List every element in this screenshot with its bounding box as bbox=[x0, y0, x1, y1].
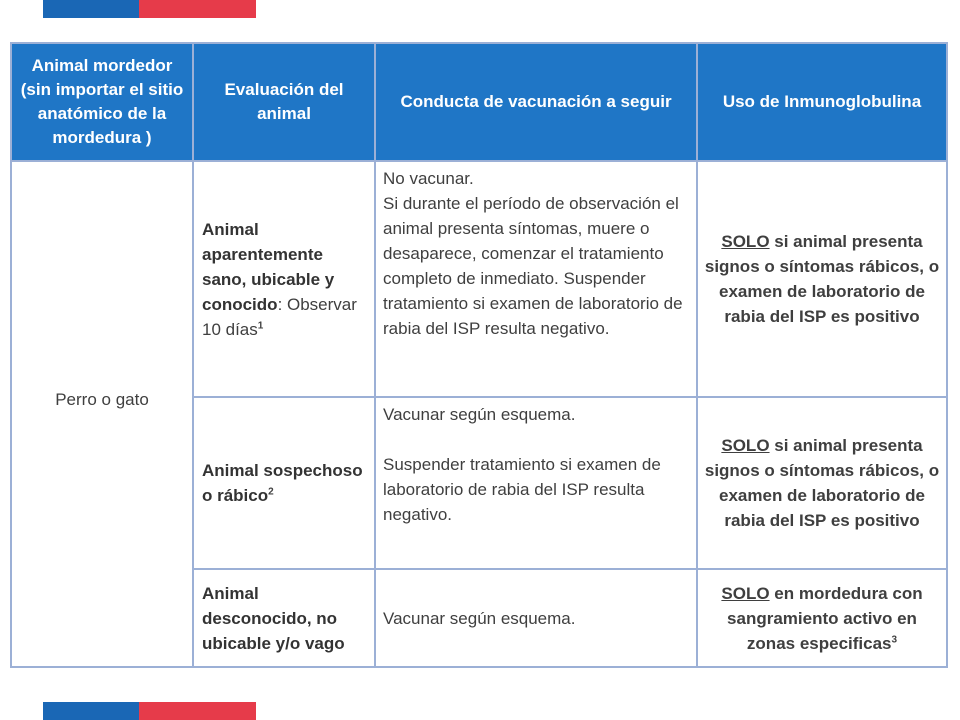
brand-bar-blue bbox=[43, 702, 139, 720]
brand-bar-top bbox=[43, 0, 256, 18]
brand-bar-red bbox=[139, 0, 256, 18]
conduct-line: Vacunar según esquema. bbox=[383, 608, 576, 628]
immunoglobulin-cell bbox=[697, 569, 947, 667]
imm-rest: en mordedura con sangramiento activo en zonas especificas bbox=[727, 583, 923, 653]
eval-cell bbox=[193, 569, 375, 667]
paragraph-gap bbox=[383, 427, 690, 452]
eval-bold: Animal desconocido, no ubicable y/o vago bbox=[202, 583, 345, 653]
rabies-protocol-table bbox=[10, 42, 948, 668]
header-animal-mordedor: Animal mordedor (sin importar el sitio anatómico de la mordedura ) bbox=[11, 43, 193, 161]
imm-emphasis: SOLO bbox=[721, 232, 770, 251]
eval-cell bbox=[193, 397, 375, 569]
brand-bar-blue bbox=[43, 0, 139, 18]
brand-bar-bottom bbox=[43, 702, 256, 720]
conduct-cell bbox=[375, 397, 697, 569]
eval-cell bbox=[193, 161, 375, 397]
conduct-line: Suspender tratamiento si examen de laboratorio de rabia del ISP resulta negativo. bbox=[383, 455, 661, 524]
table-header-row bbox=[11, 43, 947, 161]
conduct-line: Si durante el período de observación el animal presenta síntomas, muere o desaparece, comenzar el tratamiento completo de inmediato. Suspender tratamiento si examen de laboratorio de rabia del ISP resulta negativo. bbox=[383, 194, 683, 338]
eval-bold: Animal aparentemente sano, ubicable y conocido bbox=[202, 219, 335, 314]
header-inmunoglobulina: Uso de Inmunoglobulina bbox=[697, 43, 947, 161]
footnote-ref: 3 bbox=[891, 633, 898, 645]
animal-cell: Perro o gato bbox=[11, 161, 193, 667]
header-evaluacion: Evaluación del animal bbox=[193, 43, 375, 161]
conduct-cell bbox=[375, 161, 697, 397]
immunoglobulin-cell bbox=[697, 161, 947, 397]
header-conducta: Conducta de vacunación a seguir bbox=[375, 43, 697, 161]
footnote-ref: 1 bbox=[257, 319, 264, 331]
conduct-line: Vacunar según esquema. bbox=[383, 405, 576, 424]
footnote-ref: 2 bbox=[268, 486, 274, 498]
conduct-cell bbox=[375, 569, 697, 667]
imm-rest: si animal presenta signos o síntomas rábicos, o examen de laboratorio de rabia del ISP es positivo bbox=[704, 232, 940, 326]
table-row bbox=[11, 161, 947, 397]
eval-bold: Animal sospechoso o rábico bbox=[202, 461, 363, 505]
imm-rest: si animal presenta signos o síntomas rábicos, o examen de laboratorio de rabia del ISP es positivo bbox=[704, 436, 940, 530]
conduct-line: No vacunar. bbox=[383, 169, 474, 188]
imm-emphasis: SOLO bbox=[721, 583, 770, 603]
brand-bar-red bbox=[139, 702, 256, 720]
eval-rest: : Observar 10 días bbox=[202, 294, 357, 339]
immunoglobulin-cell bbox=[697, 397, 947, 569]
imm-emphasis: SOLO bbox=[721, 436, 770, 455]
